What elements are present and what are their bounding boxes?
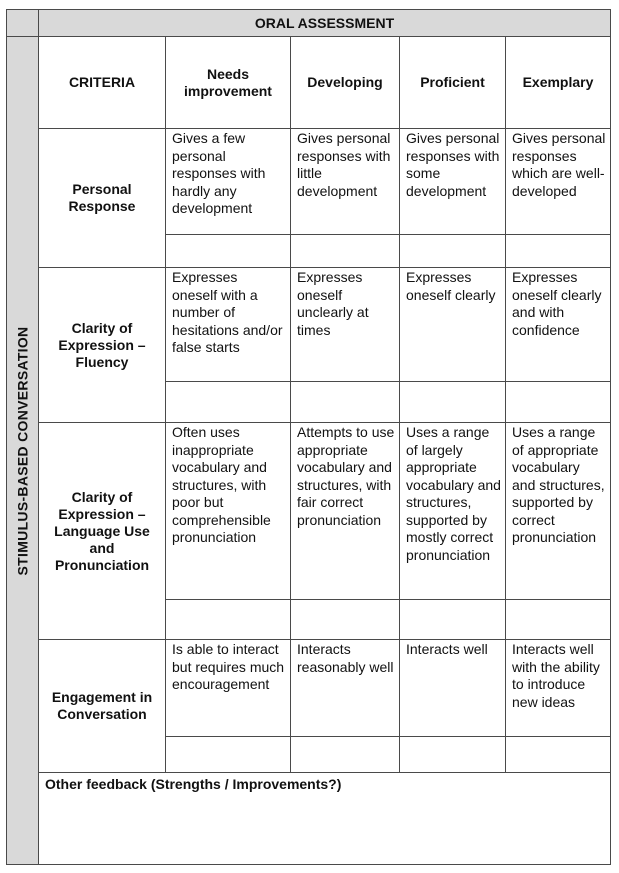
score-cell[interactable] <box>291 600 400 640</box>
level-header-proficient: Proficient <box>400 37 506 129</box>
criteria-header: CRITERIA <box>39 37 166 129</box>
descriptor-cell: Is able to interact but requires much encouragement <box>166 640 291 737</box>
level-header-developing: Developing <box>291 37 400 129</box>
score-cell[interactable] <box>166 235 291 268</box>
other-feedback-label: Other feedback (Strengths / Improvements?) <box>45 776 342 792</box>
descriptor-cell: Gives personal responses with little development <box>291 129 400 235</box>
oral-assessment-rubric <box>6 9 611 865</box>
level-header-needs-improvement: Needs improvement <box>166 37 291 129</box>
score-cell[interactable] <box>291 235 400 268</box>
score-cell[interactable] <box>291 737 400 773</box>
criterion-language-use: Clarity of Expression – Language Use and Pronunciation <box>39 423 166 640</box>
score-cell[interactable] <box>506 737 611 773</box>
descriptor-cell: Gives personal responses with some development <box>400 129 506 235</box>
side-label-column <box>6 37 39 865</box>
descriptor-cell: Gives a few personal responses with hardly any development <box>166 129 291 235</box>
descriptor-cell: Expresses oneself with a number of hesitations and/or false starts <box>166 268 291 382</box>
score-cell[interactable] <box>166 382 291 423</box>
descriptor-cell: Expresses oneself clearly <box>400 268 506 382</box>
descriptor-cell: Uses a range of appropriate vocabulary and structures, supported by correct pronunciation <box>506 423 611 600</box>
descriptor-cell: Often uses inappropriate vocabulary and structures, with poor but comprehensible pronunciation <box>166 423 291 600</box>
score-cell[interactable] <box>506 235 611 268</box>
score-cell[interactable] <box>400 600 506 640</box>
score-cell[interactable] <box>400 235 506 268</box>
score-cell[interactable] <box>166 737 291 773</box>
criterion-personal-response: Personal Response <box>39 129 166 268</box>
descriptor-cell: Interacts reasonably well <box>291 640 400 737</box>
descriptor-cell: Attempts to use appropriate vocabulary and structures, with fair correct pronunciation <box>291 423 400 600</box>
corner-cell <box>6 9 39 37</box>
criterion-engagement: Engagement in Conversation <box>39 640 166 773</box>
other-feedback-field[interactable] <box>39 773 611 865</box>
score-cell[interactable] <box>291 382 400 423</box>
descriptor-cell: Expresses oneself clearly and with confidence <box>506 268 611 382</box>
score-cell[interactable] <box>166 600 291 640</box>
score-cell[interactable] <box>400 737 506 773</box>
rubric-title: ORAL ASSESSMENT <box>39 9 611 37</box>
side-label: STIMULUS-BASED CONVERSATION <box>14 326 30 575</box>
score-cell[interactable] <box>400 382 506 423</box>
criterion-fluency: Clarity of Expression – Fluency <box>39 268 166 423</box>
descriptor-cell: Interacts well <box>400 640 506 737</box>
level-header-exemplary: Exemplary <box>506 37 611 129</box>
score-cell[interactable] <box>506 600 611 640</box>
descriptor-cell: Expresses oneself unclearly at times <box>291 268 400 382</box>
descriptor-cell: Gives personal responses which are well-developed <box>506 129 611 235</box>
descriptor-cell: Uses a range of largely appropriate vocabulary and structures, supported by mostly correct pronunciation <box>400 423 506 600</box>
descriptor-cell: Interacts well with the ability to introduce new ideas <box>506 640 611 737</box>
score-cell[interactable] <box>506 382 611 423</box>
